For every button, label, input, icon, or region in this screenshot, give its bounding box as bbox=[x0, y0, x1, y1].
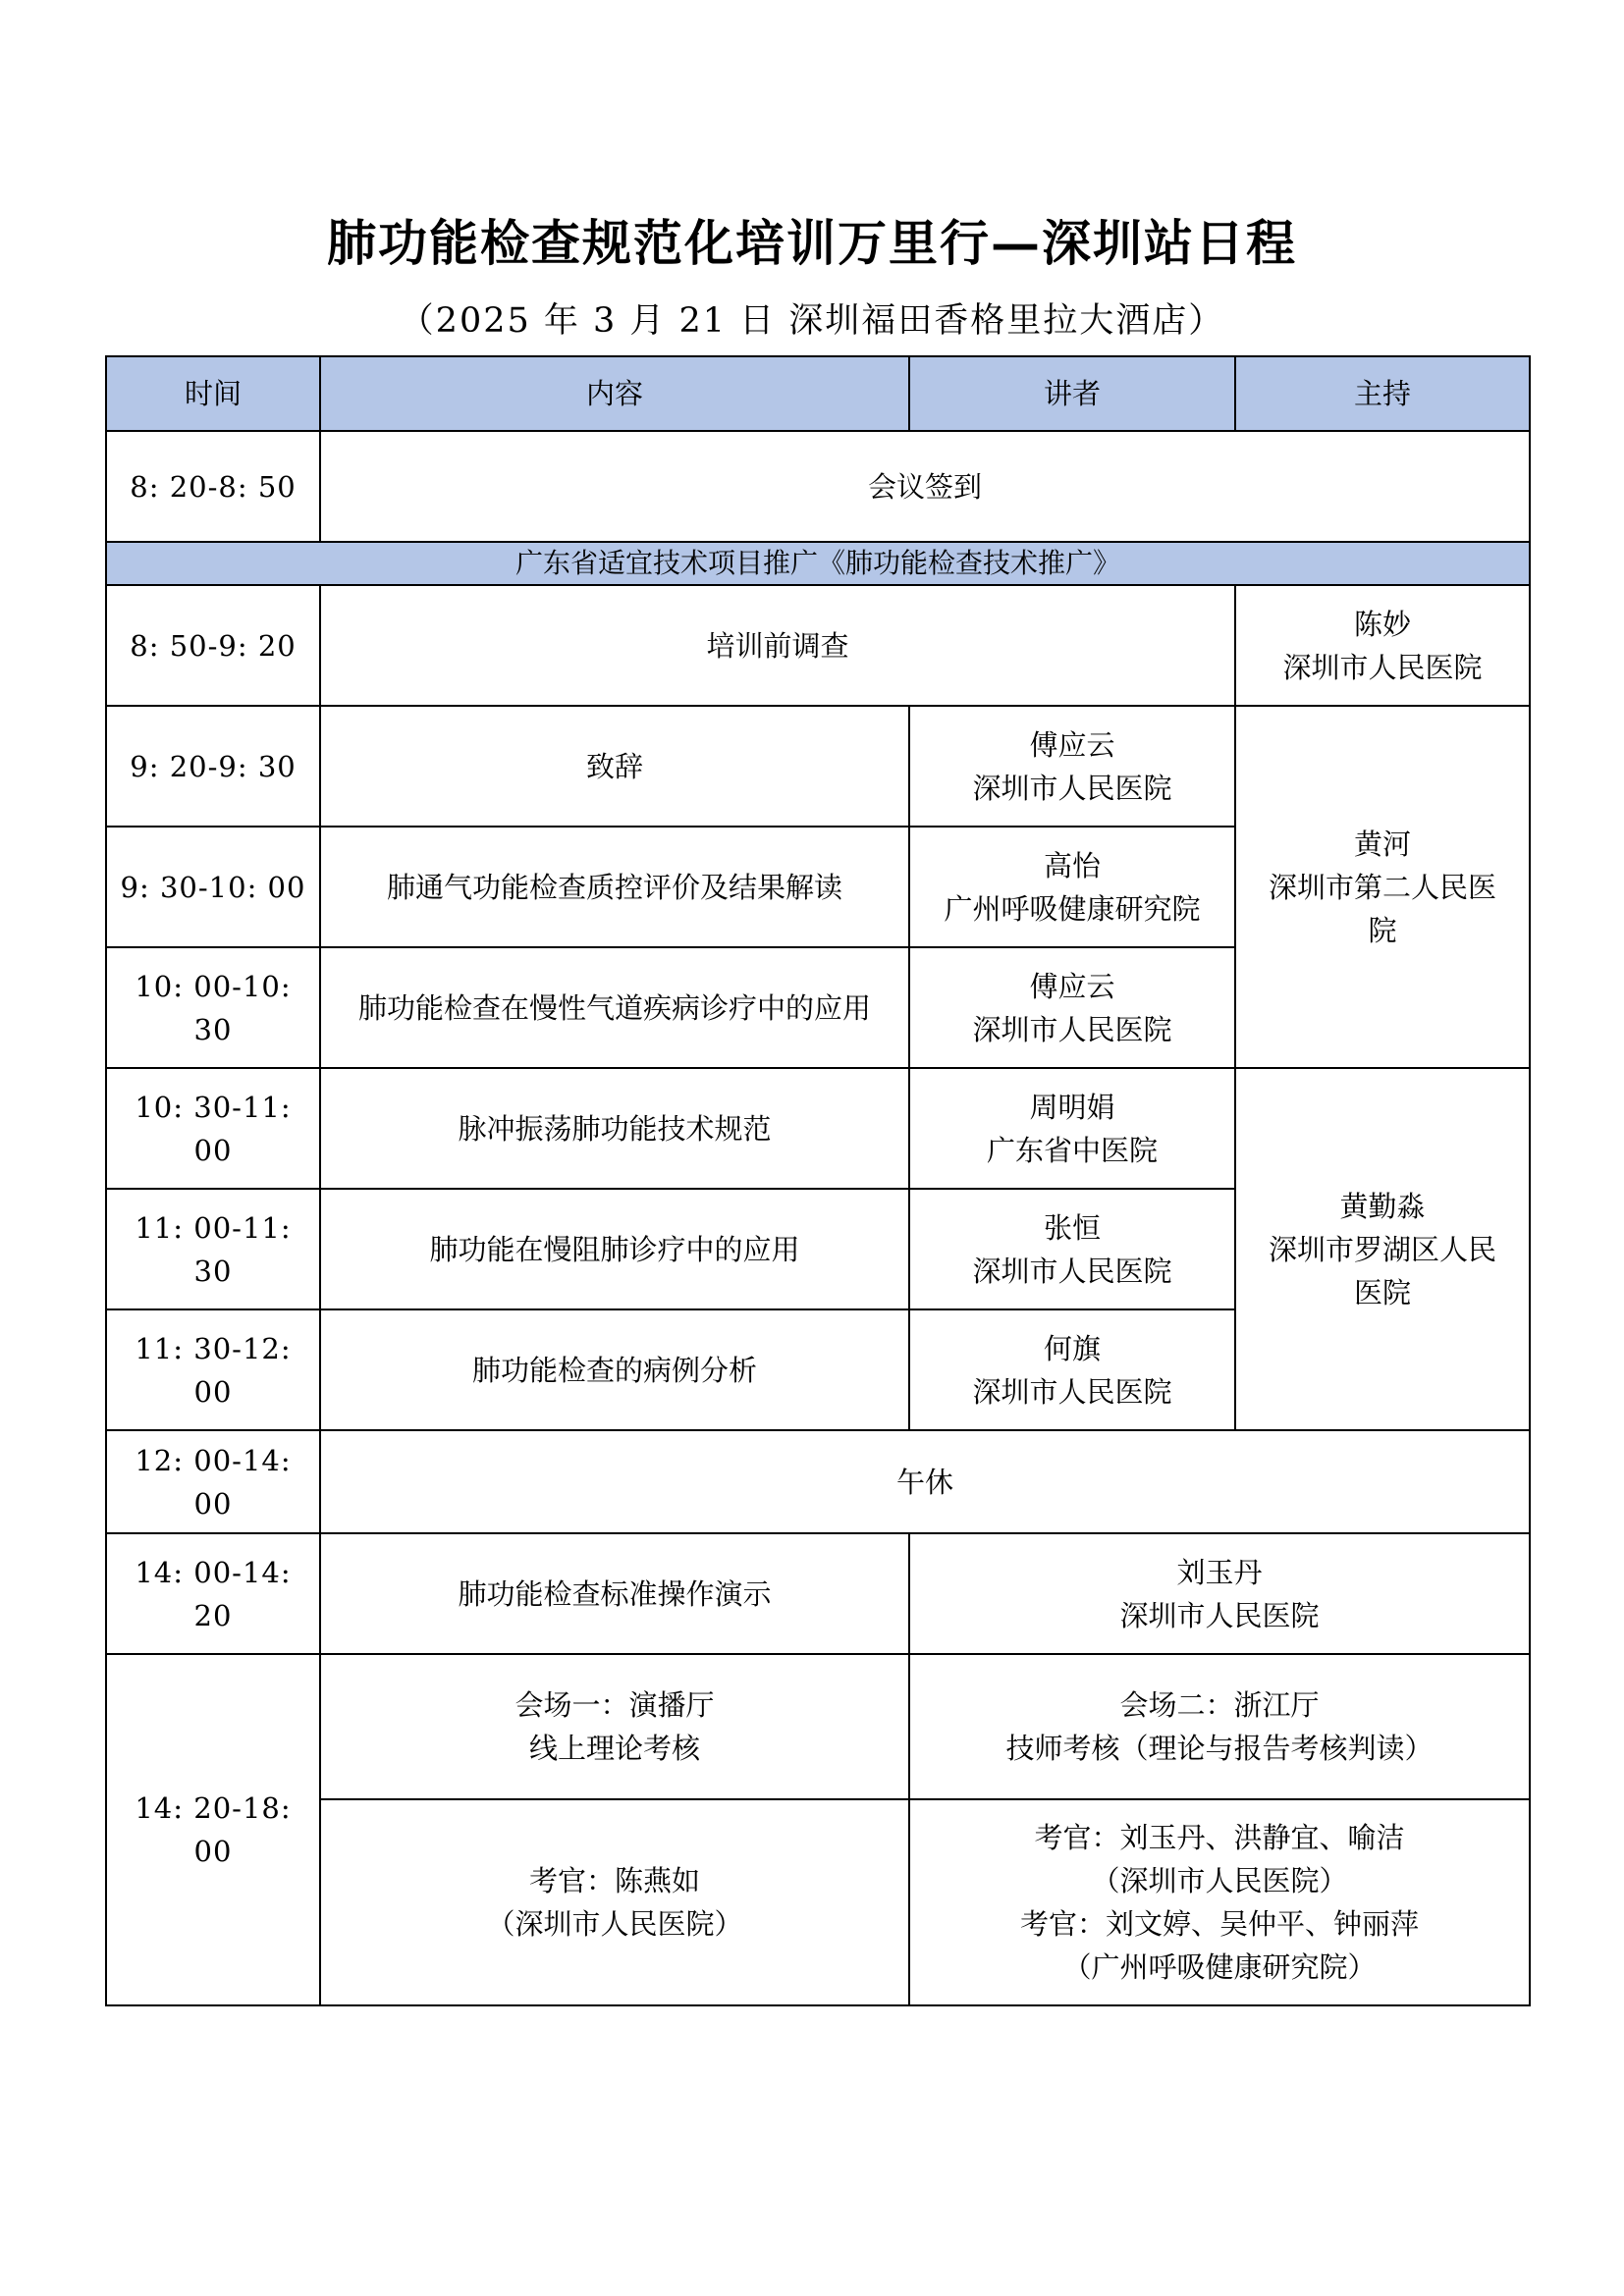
time-cell: 11: 00-11: 30 bbox=[106, 1189, 320, 1309]
host-org: 深圳市人民医院 bbox=[1282, 650, 1483, 684]
table-row bbox=[106, 431, 1530, 542]
examiner-names: 考官：陈燕如 bbox=[528, 1864, 700, 1897]
host-org: 深圳市第二人民医 bbox=[1268, 870, 1496, 904]
examiner-org: （深圳市人民医院） bbox=[486, 1907, 743, 1941]
speaker-org: 广东省中医院 bbox=[986, 1133, 1158, 1167]
time-cell: 8: 20-8: 50 bbox=[106, 431, 320, 542]
speaker-cell bbox=[909, 706, 1235, 827]
host-name: 黄勤淼 bbox=[1339, 1189, 1426, 1223]
speaker-name: 刘玉丹 bbox=[1176, 1555, 1263, 1589]
header-time: 时间 bbox=[106, 356, 320, 431]
time-cell: 10: 30-11: 00 bbox=[106, 1068, 320, 1189]
venue-cell bbox=[320, 1654, 909, 1799]
page-title: 肺功能检查规范化培训万里行—深圳站日程 bbox=[327, 214, 1297, 272]
examiner-cell bbox=[320, 1799, 909, 2005]
examiner-names: 考官：刘文婷、吴仲平、钟丽萍 bbox=[1019, 1907, 1419, 1941]
content-cell: 肺功能检查标准操作演示 bbox=[320, 1533, 909, 1654]
speaker-org: 深圳市人民医院 bbox=[972, 771, 1172, 805]
speaker-name: 傅应云 bbox=[1029, 969, 1115, 1003]
speaker-org: 深圳市人民医院 bbox=[1119, 1598, 1320, 1632]
time-cell: 10: 00-10: 30 bbox=[106, 947, 320, 1068]
venue-activity: 技师考核（理论与报告考核判读） bbox=[1005, 1732, 1434, 1765]
time-cell: 12: 00-14: 00 bbox=[106, 1430, 320, 1533]
speaker-org: 广州呼吸健康研究院 bbox=[944, 891, 1201, 926]
content-cell: 培训前调查 bbox=[320, 585, 1235, 706]
table-row bbox=[106, 585, 1530, 706]
time-cell: 8: 50-9: 20 bbox=[106, 585, 320, 706]
content-cell: 肺功能检查在慢性气道疾病诊疗中的应用 bbox=[320, 947, 909, 1068]
speaker-name: 周明娟 bbox=[1029, 1090, 1115, 1124]
page-subtitle: （2025 年 3 月 21 日 深圳福田香格里拉大酒店） bbox=[399, 301, 1225, 341]
header-speaker: 讲者 bbox=[909, 356, 1235, 431]
content-cell: 脉冲振荡肺功能技术规范 bbox=[320, 1068, 909, 1189]
table-row bbox=[106, 1068, 1530, 1189]
table-row bbox=[106, 1430, 1530, 1533]
speaker-cell bbox=[909, 1189, 1235, 1309]
speaker-org: 深圳市人民医院 bbox=[972, 1254, 1172, 1288]
table-row bbox=[106, 1799, 1530, 2005]
speaker-name: 傅应云 bbox=[1029, 727, 1115, 762]
table-row bbox=[106, 1533, 1530, 1654]
speaker-cell bbox=[909, 947, 1235, 1068]
header-host: 主持 bbox=[1235, 356, 1530, 431]
host-cell bbox=[1235, 585, 1530, 706]
time-cell: 11: 30-12: 00 bbox=[106, 1309, 320, 1430]
examiner-names: 考官：刘玉丹、洪静宜、喻洁 bbox=[1034, 1821, 1405, 1854]
speaker-cell bbox=[909, 1309, 1235, 1430]
host-name: 陈妙 bbox=[1353, 607, 1411, 641]
host-org: 院 bbox=[1368, 913, 1397, 947]
speaker-name: 高怡 bbox=[1043, 848, 1101, 882]
venue-name: 会场二：浙江厅 bbox=[1119, 1688, 1320, 1722]
table-header-row bbox=[106, 356, 1530, 431]
speaker-cell bbox=[909, 1068, 1235, 1189]
examiner-org: （广州呼吸健康研究院） bbox=[1062, 1950, 1377, 1984]
content-cell: 致辞 bbox=[320, 706, 909, 827]
content-cell: 午休 bbox=[320, 1430, 1530, 1533]
content-cell: 肺功能在慢阻肺诊疗中的应用 bbox=[320, 1189, 909, 1309]
host-org: 医院 bbox=[1353, 1275, 1411, 1309]
speaker-name: 张恒 bbox=[1043, 1210, 1101, 1245]
host-cell bbox=[1235, 706, 1530, 1068]
speaker-name: 何旗 bbox=[1043, 1331, 1101, 1365]
time-cell: 14: 00-14: 20 bbox=[106, 1533, 320, 1654]
section-row bbox=[106, 542, 1530, 585]
header-content: 内容 bbox=[320, 356, 909, 431]
host-org: 深圳市罗湖区人民 bbox=[1268, 1232, 1496, 1266]
time-cell: 9: 30-10: 00 bbox=[106, 827, 320, 947]
content-cell: 肺通气功能检查质控评价及结果解读 bbox=[320, 827, 909, 947]
content-cell: 会议签到 bbox=[320, 431, 1530, 542]
speaker-org: 深圳市人民医院 bbox=[972, 1374, 1172, 1409]
venue-name: 会场一：演播厅 bbox=[514, 1688, 715, 1722]
venue-cell bbox=[909, 1654, 1530, 1799]
host-cell bbox=[1235, 1068, 1530, 1430]
examiner-cell bbox=[909, 1799, 1530, 2005]
schedule-table bbox=[105, 355, 1531, 2006]
speaker-cell bbox=[909, 827, 1235, 947]
venue-activity: 线上理论考核 bbox=[528, 1732, 700, 1765]
speaker-cell bbox=[909, 1533, 1530, 1654]
section-title: 广东省适宜技术项目推广《肺功能检查技术推广》 bbox=[106, 542, 1530, 585]
table-row bbox=[106, 1654, 1530, 1799]
content-cell: 肺功能检查的病例分析 bbox=[320, 1309, 909, 1430]
table-row bbox=[106, 706, 1530, 827]
time-cell: 9: 20-9: 30 bbox=[106, 706, 320, 827]
host-name: 黄河 bbox=[1353, 827, 1411, 861]
speaker-org: 深圳市人民医院 bbox=[972, 1012, 1172, 1046]
examiner-org: （深圳市人民医院） bbox=[1091, 1864, 1348, 1897]
time-cell: 14: 20-18: 00 bbox=[106, 1654, 320, 2005]
